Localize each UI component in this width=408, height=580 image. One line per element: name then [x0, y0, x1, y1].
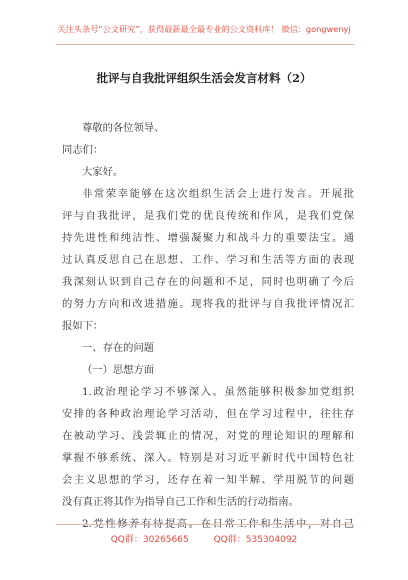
paragraph-line: 评与自我批评，是我们党的优良传统和作风，是我们党保 [62, 210, 354, 222]
paragraph-line: 安排的各种政治理论学习活动，但在学习过程中，往往存 [62, 408, 354, 420]
paragraph-line: 1.政治理论学习不够深入。虽然能够积极参加党组织 [82, 386, 354, 398]
footer [0, 532, 408, 545]
paragraph-line: 会主义思想的学习，还存在着一知半解、学用脱节的问题 [62, 474, 354, 486]
header-divider [56, 44, 354, 45]
document-body [62, 117, 354, 535]
paragraph-line: 2.党性修养有待提高。在日常工作和生活中，对自己 [82, 518, 354, 530]
salutation-line: 同志们： [62, 144, 104, 156]
greeting-line: 大家好。 [82, 166, 124, 178]
document-title: 批评与自我批评组织生活会发言材料（2） [96, 71, 312, 85]
section-heading: 一、存在的问题 [82, 342, 155, 354]
salutation-line: 尊敬的各位领导、 [82, 122, 165, 134]
paragraph-line: 的努力方向和改进措施。现将我的批评与自我批评情况汇 [62, 298, 354, 310]
paragraph-line: 我深刻认识到自己存在的问题和不足，同时也明确了今后 [62, 276, 354, 288]
paragraph-line: 掌握不够系统、深入。特别是对习近平新时代中国特色社 [62, 452, 354, 464]
subsection-heading: （一）思想方面 [82, 364, 155, 376]
paragraph-line: 过认真反思自己在思想、工作、学习和生活等方面的表现 [62, 254, 354, 266]
footer-qq-group-2: QQ群：535304092 [213, 535, 298, 545]
paragraph-line: 持先进性和纯洁性、增强凝聚力和战斗力的重要法宝。通 [62, 232, 354, 244]
paragraph-line: 在被动学习、浅尝辄止的情况，对党的理论知识的理解和 [62, 430, 354, 442]
paragraph-line: 报如下： [62, 320, 104, 332]
paragraph-line: 没有真正将其作为指导自己工作和生活的行动指南。 [62, 496, 299, 508]
top-banner: 关注头条号“公文研究”，获得最新最全最专业的公文资料库！ 微信：gongwenyj [57, 24, 351, 34]
footer-qq-group-1: QQ群：30265665 [110, 535, 189, 545]
paragraph-line: 非常荣幸能够在这次组织生活会上进行发言。开展批 [82, 188, 354, 200]
footer-divider [56, 524, 354, 525]
